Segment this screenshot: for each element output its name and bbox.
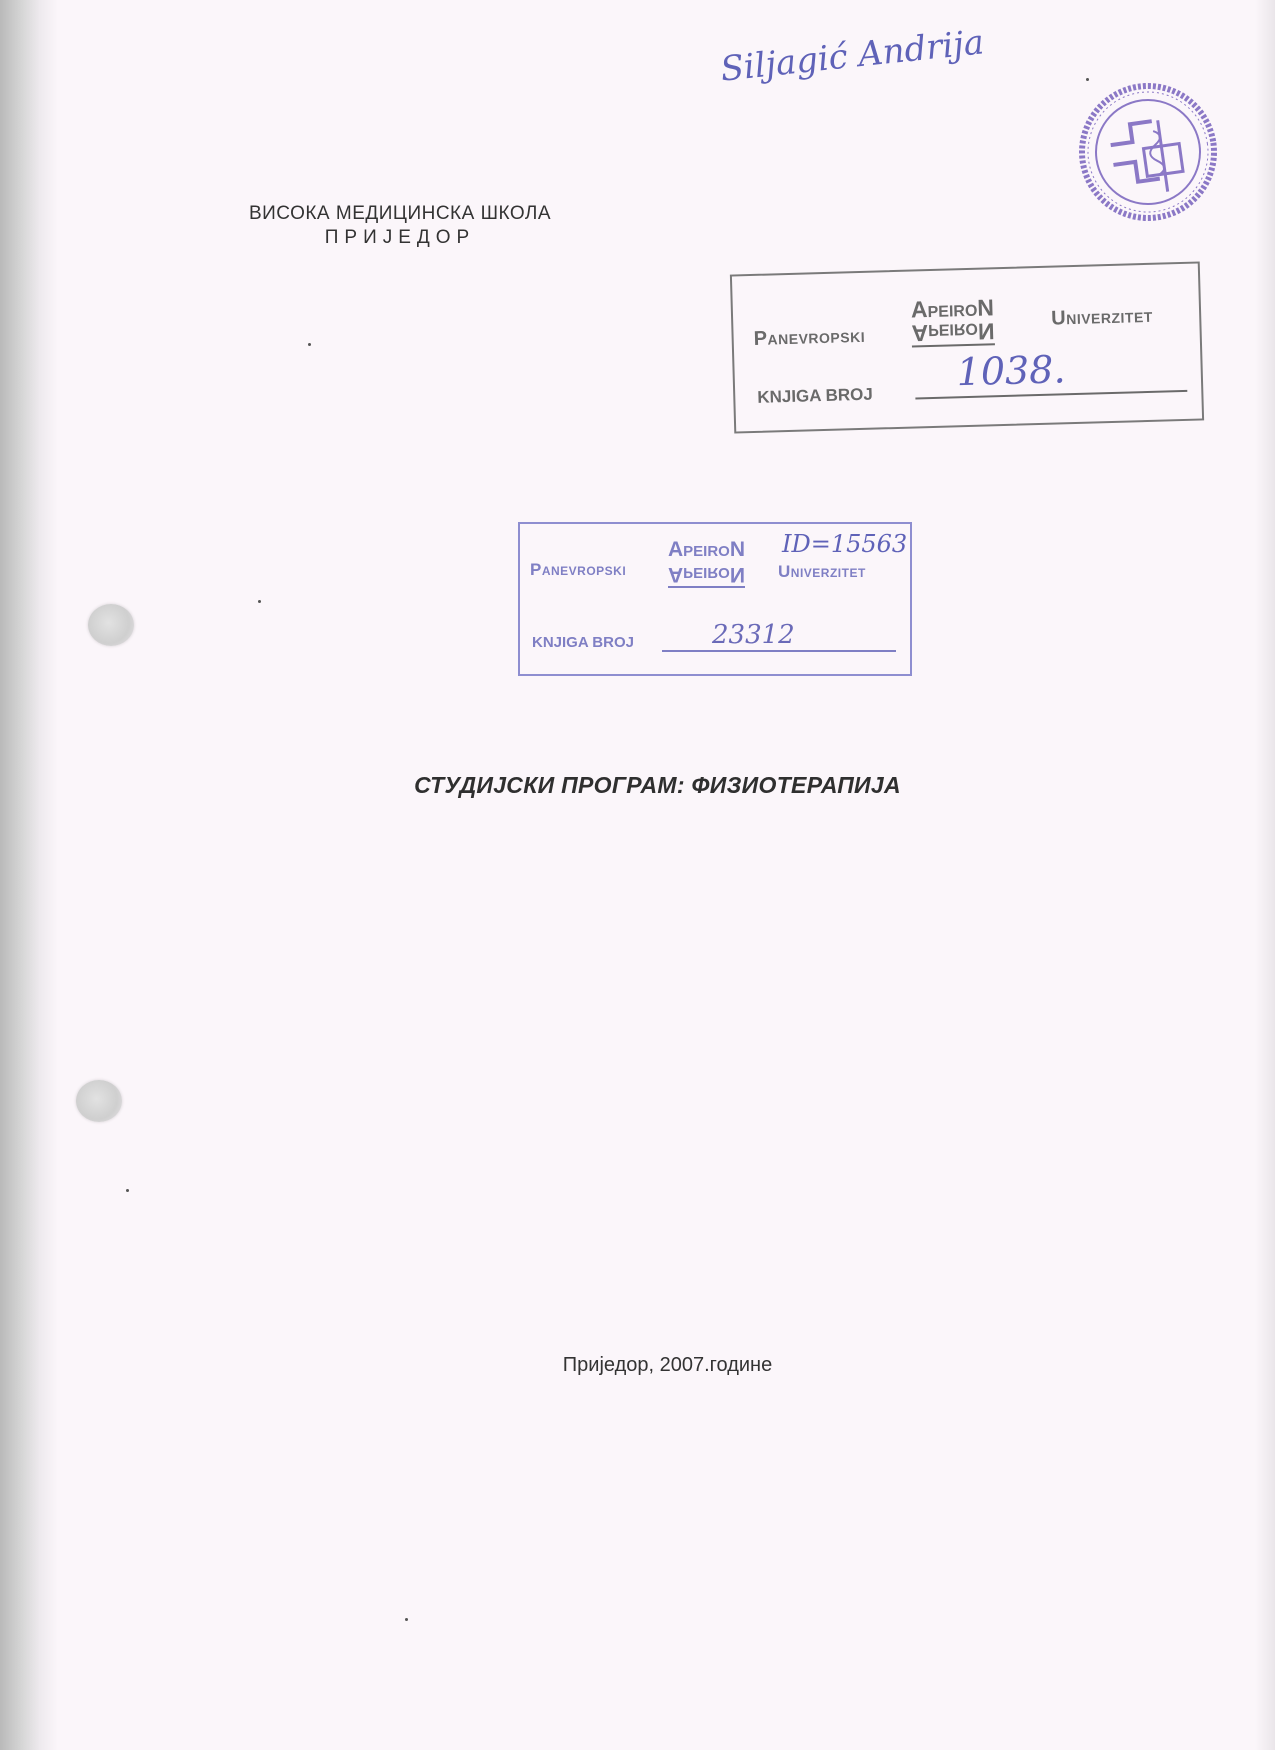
stamp-book-line	[662, 650, 896, 652]
stamp-book-number: 23312	[712, 620, 795, 650]
stamp-right-word: Univerzitet	[1050, 304, 1154, 330]
library-stamp-middle	[518, 522, 912, 676]
paper-speck	[405, 1618, 408, 1621]
stamp-book-number: 1038.	[956, 347, 1067, 395]
paper-speck	[308, 343, 311, 346]
stamp-left-word: Panevropski	[530, 560, 627, 579]
punch-hole-icon	[76, 1080, 122, 1122]
stamp-book-label: KNJIGA BROJ	[532, 634, 634, 651]
program-title: СТУДИЈСКИ ПРОГРАМ: ФИЗИОТЕРАПИЈА	[414, 772, 901, 798]
stamp-left-word: Panevropski	[753, 324, 866, 350]
library-stamp-top	[730, 261, 1204, 433]
handwritten-signature: Siljagić Andrija	[718, 22, 986, 90]
school-name-line2: ПРИЈЕДОР	[324, 227, 476, 248]
stamp-id-note: ID=15563	[782, 530, 908, 558]
school-name-line1: ВИСОКА МЕДИЦИНСКА ШКОЛА	[248, 203, 552, 224]
stamp-logo	[911, 295, 995, 347]
stamp-logo	[668, 538, 745, 588]
stamp-logo-mirrored: ApeiroN	[911, 318, 995, 347]
seal-stamp-icon	[1069, 73, 1227, 231]
punch-hole-icon	[88, 604, 134, 646]
stamp-right-word: Univerzitet	[778, 562, 866, 581]
school-name	[200, 202, 600, 250]
stamp-logo-text: ApeiroN	[668, 538, 746, 561]
paper-speck	[126, 1189, 129, 1192]
paper-speck	[258, 600, 261, 603]
stamp-logo-text: ApeiroN	[910, 294, 995, 323]
place-and-year: Приједор, 2007.године	[562, 1354, 773, 1376]
paper-speck	[1086, 78, 1089, 81]
stamp-book-label: KNJIGA BROJ	[757, 384, 874, 407]
stamp-logo-mirrored: ApeiroN	[668, 563, 746, 586]
